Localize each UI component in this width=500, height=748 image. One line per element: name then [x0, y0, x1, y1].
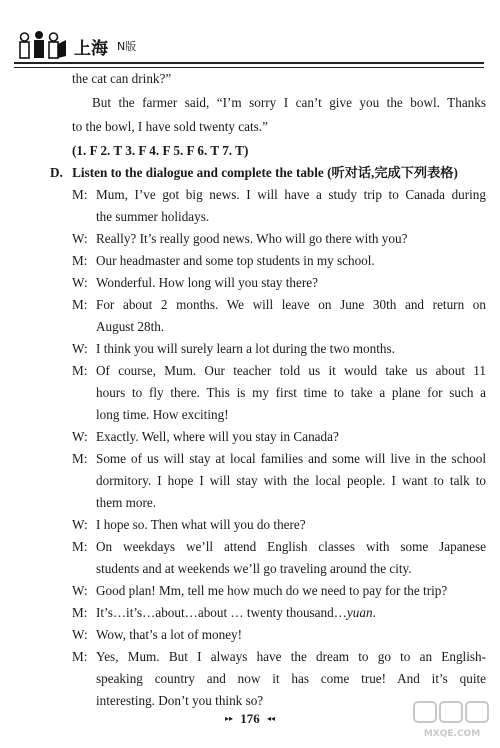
- utterance: It’s…it’s…about…about … twenty thousand…yuan.: [96, 605, 376, 620]
- speaker-label: W:: [72, 231, 88, 246]
- speaker-label: M:: [72, 649, 88, 664]
- utterance: Some of us will stay at local families and some will live in the school: [96, 451, 486, 466]
- watermark-logo: [412, 700, 492, 740]
- utterance: Good plan! Mm, tell me how much do we need to pay for the trip?: [96, 583, 448, 598]
- speaker-label: W:: [72, 517, 88, 532]
- section-letter: D.: [50, 165, 63, 180]
- speaker-label: W:: [72, 627, 88, 642]
- dialogue-line: interesting. Don’t you think so?: [96, 693, 264, 708]
- page-number: 176: [240, 711, 260, 726]
- speaker-label: M:: [72, 451, 88, 466]
- dialogue-line: students and at weekends we’ll go traveling around the city.: [96, 561, 412, 576]
- dialogue-line: [72, 450, 486, 468]
- edition-label: N版: [117, 40, 137, 53]
- utterance: Really? It’s really good news. Who will go there with you?: [96, 231, 408, 246]
- dialogue-line: [72, 604, 376, 622]
- speaker-label: W:: [72, 275, 88, 290]
- story-line: But the farmer said, “I’m sorry I can’t give you the bowl. Thanks: [92, 95, 486, 110]
- dialogue-line: them more.: [96, 495, 157, 510]
- dialogue-line: [72, 648, 486, 666]
- dialogue-line: [72, 626, 242, 644]
- speaker-label: M:: [72, 539, 88, 554]
- section-heading: [50, 164, 458, 182]
- speaker-label: W:: [72, 341, 88, 356]
- speaker-label: M:: [72, 187, 88, 202]
- speaker-label: W:: [72, 583, 88, 598]
- dialogue-line: [72, 186, 486, 204]
- footer-arrows-left: ▸▸: [224, 714, 233, 723]
- header-rule-thin: [14, 67, 484, 68]
- utterance: Wow, that’s a lot of money!: [96, 627, 243, 642]
- footer-arrows-right: ◂◂: [267, 714, 276, 723]
- utterance: Wonderful. How long will you stay there?: [96, 275, 318, 290]
- speaker-label: W:: [72, 429, 88, 444]
- dialogue-line: [72, 516, 306, 534]
- utterance: For about 2 months. We will leave on June 30th and return on: [96, 297, 486, 312]
- utterance: Yes, Mum. But I always have the dream to go to an English-: [96, 649, 486, 664]
- dialogue-line: long time. How exciting!: [96, 407, 229, 422]
- dialogue-line: [72, 538, 486, 556]
- dialogue-line: [72, 362, 486, 380]
- utterance: Exactly. Well, where will you stay in Canada?: [96, 429, 339, 444]
- speaker-label: M:: [72, 253, 88, 268]
- dialogue-line: speaking country and now it has come true! And it’s quite: [96, 671, 486, 686]
- utterance: I hope so. Then what will you do there?: [96, 517, 306, 532]
- reading-figures-icon: [18, 30, 68, 60]
- story-line: to the bowl, I have sold twenty cats.”: [72, 119, 268, 134]
- watermark-text: MXQE.COM: [423, 729, 481, 739]
- page-header: [14, 24, 484, 68]
- dialogue-line: [72, 252, 375, 270]
- utterance: I think you will surely learn a lot during the two months.: [96, 341, 395, 356]
- speaker-label: M:: [72, 363, 88, 378]
- utterance: On weekdays we’ll attend English classes with some Japanese: [96, 539, 486, 554]
- utterance: Of course, Mum. Our teacher told us it would take us about 11: [96, 363, 486, 378]
- utterance: Mum, I’ve got big news. I will have a study trip to Canada during: [96, 187, 486, 202]
- dialogue-line: [72, 296, 486, 314]
- dialogue-line: [72, 230, 407, 248]
- answer-key: (1. F 2. T 3. F 4. F 5. F 6. T 7. T): [72, 143, 249, 158]
- dialogue-line: August 28th.: [96, 319, 165, 334]
- dialogue-line: [72, 428, 339, 446]
- dialogue-line: hours to fly there. This is my first time to take a plane for such a: [96, 385, 486, 400]
- header-rule: [14, 62, 484, 64]
- section-title: Listen to the dialogue and complete the table (听对话,完成下列表格): [72, 165, 458, 180]
- utterance: Our headmaster and some top students in my school.: [96, 253, 375, 268]
- speaker-label: M:: [72, 297, 88, 312]
- dialogue-line: [72, 274, 318, 292]
- currency-word: yuan: [346, 605, 373, 620]
- dialogue-line: the summer holidays.: [96, 209, 210, 224]
- story-line: the cat can drink?”: [72, 71, 172, 86]
- speaker-label: M:: [72, 605, 88, 620]
- dialogue-line: dormitory. I hope I will stay with the local people. I want to talk to: [96, 473, 486, 488]
- dialogue-line: [72, 582, 447, 600]
- dialogue-line: [72, 340, 395, 358]
- brand-title: 上海: [74, 39, 108, 59]
